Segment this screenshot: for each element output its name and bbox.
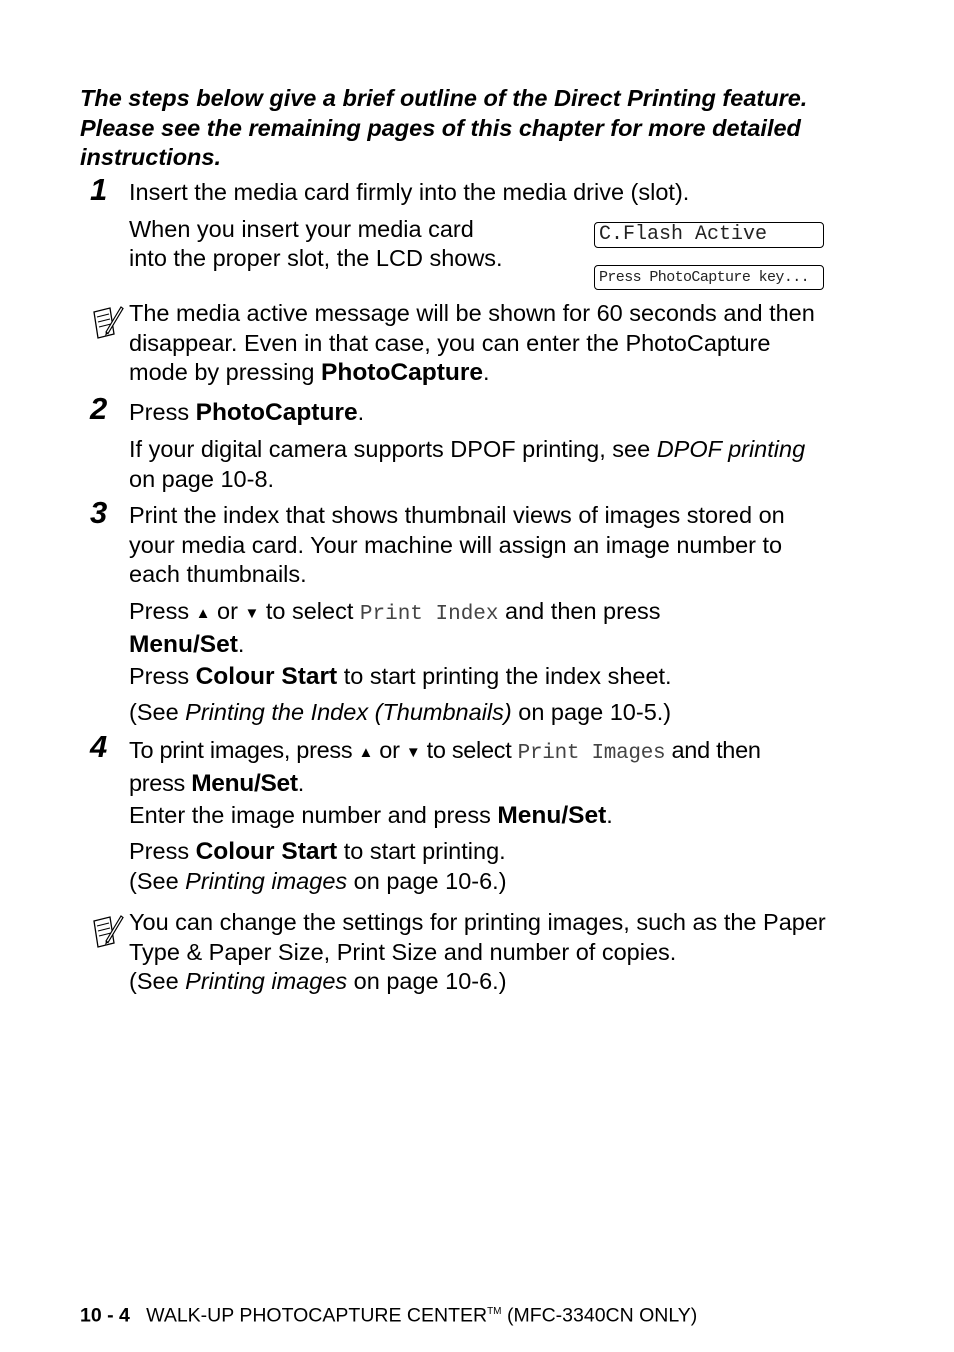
note2-text: You can change the settings for printing images, such as the Paper Type & Paper Size, Print Size and number of copies. [129, 909, 826, 965]
lcd-display-line2: Press PhotoCapture key... [594, 265, 824, 290]
step4-key-menuset: Menu/Set [191, 769, 298, 797]
note1: The media active message will be shown for 60 seconds and then disappear. Even in that case, you can enter the PhotoCapture mode by pressing PhotoCapture. [129, 300, 815, 386]
down-triangle-icon: ▼ [405, 744, 421, 761]
note1-text: The media active message will be shown for 60 seconds and then disappear. Even in that case, you can enter the PhotoCapture mode by pressing [129, 300, 815, 385]
down-triangle-icon: ▼ [244, 605, 260, 622]
step-number-2: 2 [90, 391, 108, 426]
step1-lcd-intro-2: into the proper slot, the LCD shows. [129, 245, 503, 271]
footer-model: (MFC-3340CN ONLY) [506, 1304, 698, 1327]
trademark: TM [487, 1306, 502, 1317]
step-number-3: 3 [90, 495, 108, 530]
step2-press: Press [129, 399, 190, 425]
note1-key: PhotoCapture [321, 359, 483, 386]
step-number-4: 4 [90, 729, 108, 764]
note2: You can change the settings for printing images, such as the Paper Type & Paper Size, Print Size and number of copies. (See Printing images on page 10-6.) [129, 909, 826, 994]
up-triangle-icon: ▲ [195, 605, 211, 622]
lcd-display-line1: C.Flash Active [594, 222, 824, 248]
step3-text: Print the index that shows thumbnail views of images stored on your media card. Your machine will assign an image number to each thumbnails. [129, 502, 785, 587]
note-pencil-icon [88, 913, 124, 951]
page-number: 10 - 4 [80, 1304, 130, 1327]
step2-key: PhotoCapture [195, 399, 358, 426]
note-pencil-icon [88, 304, 124, 342]
step2-dpof [129, 435, 809, 494]
step3-colour-start: Press Colour Start to start printing the index sheet. [129, 663, 672, 690]
step4-enter: Enter the image number and press Menu/Set. [129, 802, 613, 829]
menu-item-print-index: Print Index [359, 603, 499, 626]
step2-line: Press PhotoCapture. [129, 399, 365, 426]
step3-select: Press ▲ or ▼ to select Print Index and then press Menu/Set. [129, 598, 661, 658]
note2-see-link: Printing images [185, 968, 348, 994]
step4-key2-menuset: Menu/Set [497, 802, 607, 829]
step-number-1: 1 [90, 172, 108, 207]
step2-dpof-a: If your digital camera supports DPOF printing, see [129, 436, 651, 462]
menu-item-print-images: Print Images [517, 742, 666, 765]
step3-see-link: Printing the Index (Thumbnails) [185, 699, 512, 725]
step3-key-colour-start: Colour Start [195, 663, 338, 690]
page-footer [80, 1300, 697, 1328]
step1-lcd-intro-1: When you insert your media card [129, 216, 474, 242]
step1-text: Insert the media card firmly into the media drive (slot). [129, 179, 690, 205]
intro-text: The steps below give a brief outline of the Direct Printing feature. Please see the remaining pages of this chapter for more detailed instructions. [80, 85, 808, 170]
step4-colour-start: Press Colour Start to start printing. [129, 838, 506, 865]
step3-key-menuset: Menu/Set [129, 630, 238, 658]
step4-select: To print images, press ▲ or ▼ to select Print Images and then press Menu/Set. [129, 737, 761, 797]
up-triangle-icon: ▲ [358, 744, 374, 761]
step3-see: (See Printing the Index (Thumbnails) on page 10-5.) [129, 699, 672, 725]
step4-key-colour-start: Colour Start [195, 838, 338, 865]
step4-see: (See Printing images on page 10-6.) [129, 868, 507, 894]
footer-title: WALK-UP PHOTOCAPTURE CENTER [146, 1304, 488, 1327]
step2-dpof-link: DPOF printing [656, 436, 806, 462]
step4-see-link: Printing images [185, 868, 348, 894]
step2-dpof-b: on page 10-8. [129, 465, 275, 492]
